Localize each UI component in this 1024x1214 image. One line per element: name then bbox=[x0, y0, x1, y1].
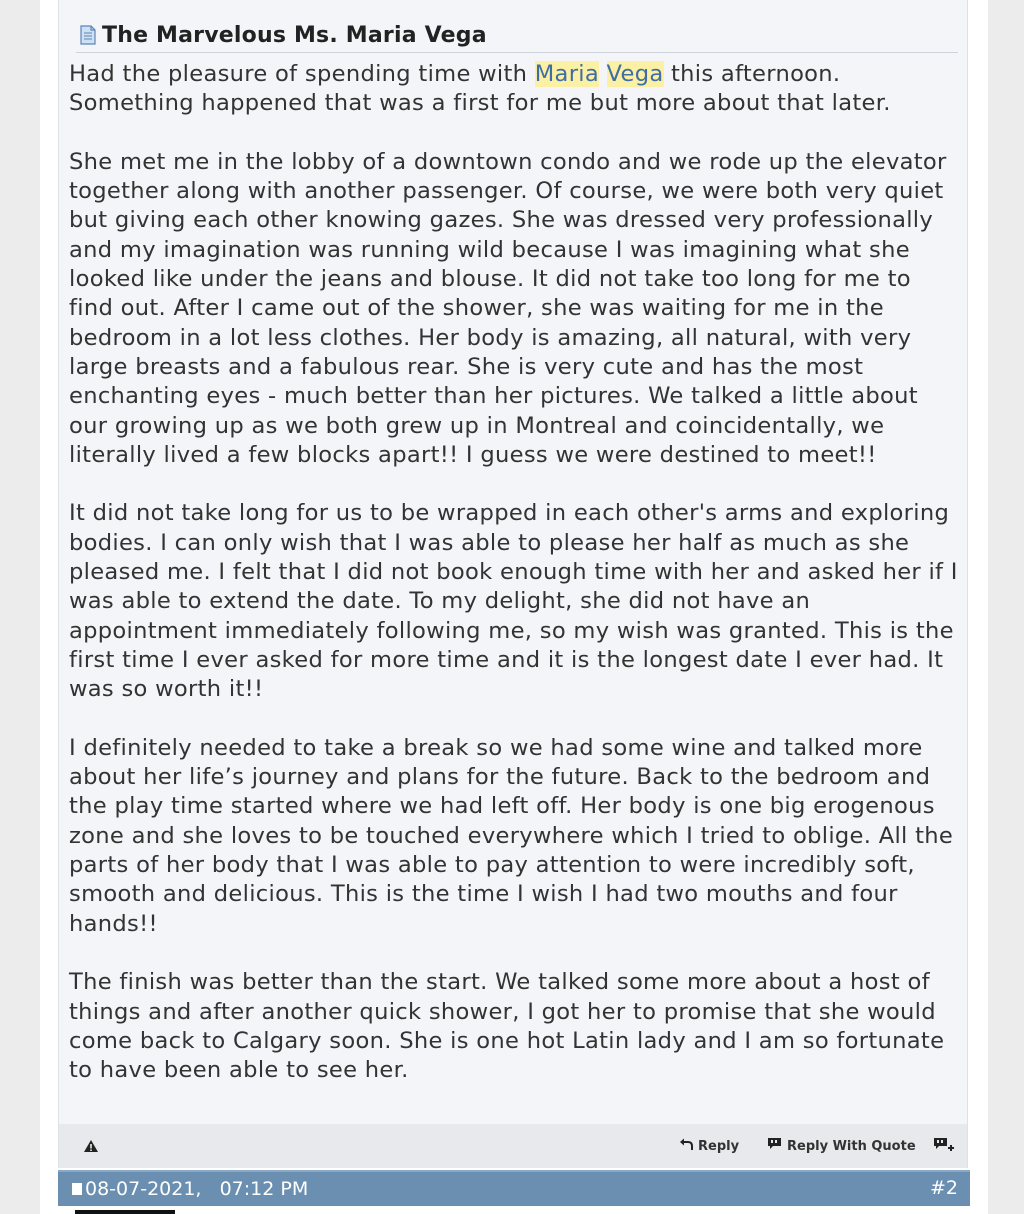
post-date-wrap bbox=[72, 1178, 308, 1200]
post-date: 08-07-2021, bbox=[85, 1178, 202, 1200]
reply-with-quote-button[interactable] bbox=[767, 1137, 916, 1155]
post-status-icon bbox=[72, 1183, 82, 1195]
reply-label: Reply bbox=[698, 1138, 740, 1154]
paragraph-text: this afternoon. Something happened that was a first for me but more about that later. bbox=[69, 61, 891, 117]
reply-button[interactable] bbox=[679, 1137, 739, 1155]
paragraph-text: Had the pleasure of spending time with bbox=[69, 61, 535, 87]
post-title: The Marvelous Ms. Maria Vega bbox=[102, 22, 487, 48]
post-paragraph-1 bbox=[69, 60, 959, 119]
highlighted-term[interactable]: Maria bbox=[534, 61, 600, 87]
post-time: 07:12 PM bbox=[219, 1178, 309, 1200]
post-paragraph-5: The finish was better than the start. We talked some more about a host of things and after another quick shower, I got her to promise that she would come back to Calgary soon. She is one hot Latin lady and I am so fortunate to have been able to see her. bbox=[69, 969, 945, 1084]
warning-icon[interactable] bbox=[83, 1138, 99, 1152]
paragraph-text bbox=[599, 61, 606, 87]
reply-arrow-icon bbox=[679, 1137, 693, 1155]
highlighted-term[interactable]: Vega bbox=[606, 61, 664, 87]
post-paragraph-4: I definitely needed to take a break so we had some wine and talked more about her life’s journey and plans for the future. Back to the bedroom and the play time started where we had left off. Her body is one big erogenous zone and she loves to be touched everywhere which I tried to oblige. All the parts of her body that I was able to pay attention to were incredibly soft, smooth and delicious. This is the time I wish I had two mouths and four hands!! bbox=[69, 734, 954, 937]
next-post-header bbox=[58, 1170, 970, 1206]
post-number-link[interactable]: #2 bbox=[929, 1177, 958, 1199]
multi-quote-button[interactable] bbox=[933, 1137, 955, 1157]
reply-with-quote-label: Reply With Quote bbox=[787, 1138, 916, 1154]
post-time-spacer bbox=[204, 1178, 216, 1200]
post-paragraph-3: It did not take long for us to be wrapped in each other's arms and exploring bodies. I can only wish that I was able to please her half as much as she pleased me. I felt that I did not book enough time with her and asked her if I was able to extend the date. To my delight, she did not have an appointment immediately following me, so my wish was granted. This is the first time I ever asked for more time and it is the longest date I ever had. It was so worth it!! bbox=[69, 500, 958, 703]
post-body bbox=[69, 60, 959, 1115]
post-title-row bbox=[80, 18, 487, 52]
next-post-avatar-edge bbox=[75, 1210, 175, 1214]
title-divider bbox=[76, 52, 958, 53]
quote-bubble-icon bbox=[767, 1137, 782, 1155]
document-icon bbox=[80, 25, 96, 45]
multi-quote-icon bbox=[933, 1137, 955, 1157]
post-action-bar bbox=[58, 1124, 968, 1168]
post-paragraph-2: She met me in the lobby of a downtown condo and we rode up the elevator together along with another passenger. Of course, we were both very quiet but giving each other knowing gazes. She was dressed very professionally and my imagination was running wild because I was imagining what she looked like under the jeans and blouse. It did not take too long for me to find out. After I came out of the shower, she was waiting for me in the bedroom in a lot less clothes. Her body is amazing, all natural, with very large breasts and a fabulous rear. She is very cute and has the most enchanting eyes - much better than her pictures. We talked a little about our growing up as we both grew up in Montreal and coincidentally, we literally lived a few blocks apart!! I guess we were destined to meet!! bbox=[69, 148, 947, 468]
